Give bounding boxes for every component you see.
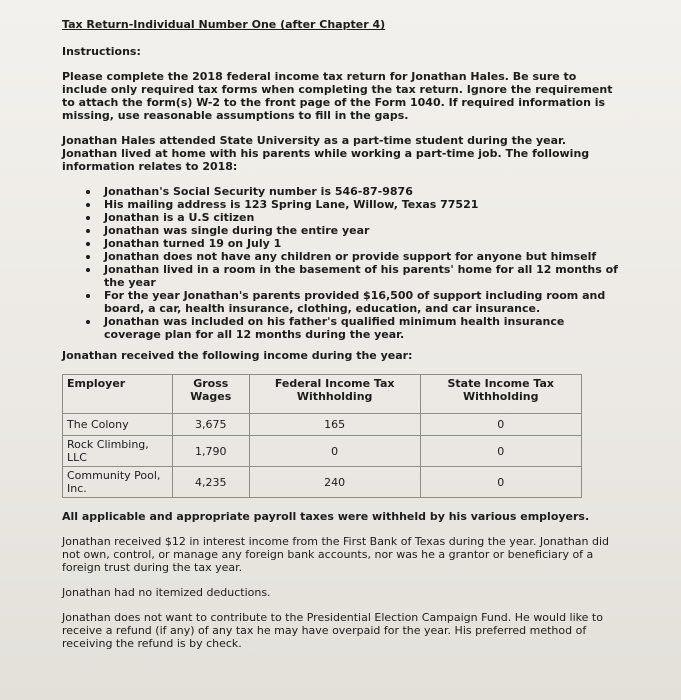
document-content	[62, 18, 622, 662]
list-item: Jonathan turned 19 on July 1	[104, 237, 622, 250]
table-row	[63, 436, 582, 467]
list-item: His mailing address is 123 Spring Lane, Willow, Texas 77521	[104, 198, 622, 211]
federal-withholding-header: Federal Income Tax Withholding	[249, 375, 420, 414]
table-row	[63, 414, 582, 436]
list-item: Jonathan was single during the entire year	[104, 224, 622, 237]
table-row	[63, 467, 582, 498]
state-withholding-cell: 0	[420, 467, 582, 498]
deductions-note: Jonathan had no itemized deductions.	[62, 586, 271, 599]
facts-list	[62, 185, 622, 341]
list-item: Jonathan lived in a room in the basement of his parents' home for all 12 months of the year	[104, 263, 622, 289]
instructions-text: Please complete the 2018 federal income tax return for Jonathan Hales. Be sure to include only required tax forms when completing the tax return. Ignore the requirement to attach the form(s) W-2 to the front page of the Form 1040. If required information is missing, use reasonable assumptions to fill in the gaps.	[62, 70, 613, 122]
employer-cell: The Colony	[63, 414, 173, 436]
interest-note: Jonathan received $12 in interest income from the First Bank of Texas during the year. Jonathan did not own, control, or manage any foreign bank accounts, nor was he a grantor or beneficiary of a foreign trust during the tax year.	[62, 535, 610, 574]
state-withholding-header: State Income Tax Withholding	[420, 375, 582, 414]
employer-cell: Rock Climbing, LLC	[63, 436, 173, 467]
instructions-heading: Instructions:	[62, 45, 141, 58]
gross-wages-cell: 3,675	[172, 414, 249, 436]
gross-wages-header: Gross Wages	[172, 375, 249, 414]
gross-wages-cell: 4,235	[172, 467, 249, 498]
income-intro: Jonathan received the following income during the year:	[62, 349, 413, 362]
list-item: Jonathan's Social Security number is 546-87-9876	[104, 185, 622, 198]
income-table	[62, 374, 582, 498]
state-withholding-cell: 0	[420, 436, 582, 467]
document-title: Tax Return-Individual Number One (after Chapter 4)	[62, 18, 386, 31]
list-item: For the year Jonathan's parents provided $16,500 of support including room and board, a car, health insurance, clothing, education, and car insurance.	[104, 289, 622, 315]
employer-header: Employer	[63, 375, 173, 414]
state-withholding-cell: 0	[420, 414, 582, 436]
list-item: Jonathan is a U.S citizen	[104, 211, 622, 224]
table-header-row	[63, 375, 582, 414]
federal-withholding-cell: 165	[249, 414, 420, 436]
gross-wages-cell: 1,790	[172, 436, 249, 467]
federal-withholding-cell: 0	[249, 436, 420, 467]
employer-cell: Community Pool, Inc.	[63, 467, 173, 498]
background-text: Jonathan Hales attended State University as a part-time student during the year. Jonathan lived at home with his parents while working a part-time job. The following information relates to 2018:	[62, 134, 590, 173]
list-item: Jonathan was included on his father's qualified minimum health insurance coverage plan for all 12 months during the year.	[104, 315, 622, 341]
payroll-note: All applicable and appropriate payroll taxes were withheld by his various employers.	[62, 510, 590, 523]
federal-withholding-cell: 240	[249, 467, 420, 498]
list-item: Jonathan does not have any children or provide support for anyone but himself	[104, 250, 622, 263]
campaign-note: Jonathan does not want to contribute to the Presidential Election Campaign Fund. He would like to receive a refund (if any) of any tax he may have overpaid for the year. His preferred method of receiving the refund is by check.	[62, 611, 603, 650]
